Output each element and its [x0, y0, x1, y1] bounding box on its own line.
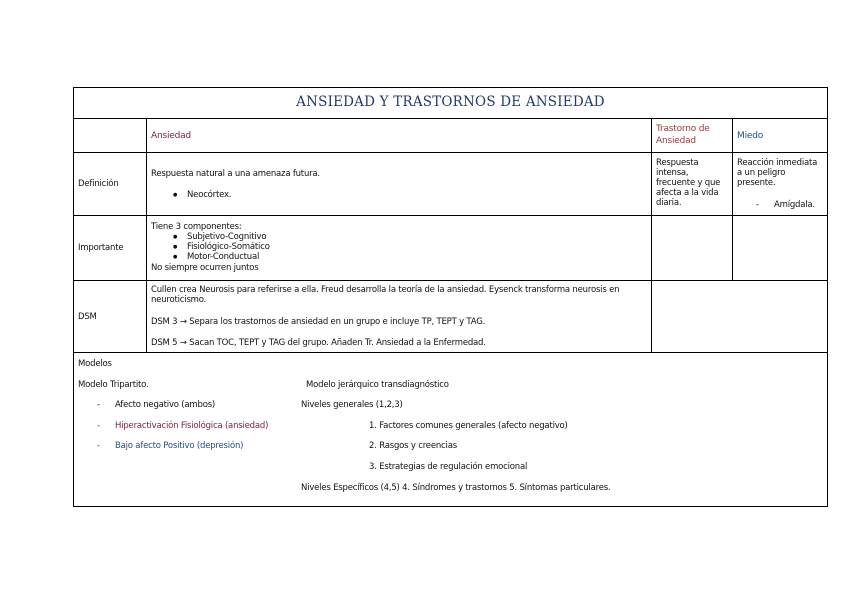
definicion-miedo-line: presente. [737, 178, 776, 188]
dsm-paragraph-1-line1: Cullen crea Neurosis para referirse a ella. Freud desarrolla la teoría de la ansiedad. Eysenck transforma neurosis en [151, 285, 620, 295]
importante-item: ● Motor-Conductual [187, 252, 259, 262]
col-divider [146, 118, 147, 352]
jerarquico-niveles-especificos: Niveles Específicos (4,5) 4. Síndromes y trastornos 5. Síntomas particulares. [301, 483, 611, 493]
header-ansiedad: Ansiedad [151, 131, 191, 141]
anxiety-table [73, 87, 828, 507]
definicion-ansiedad-text: Respuesta natural a una amenaza futura. [151, 169, 320, 179]
tripartito-title: Modelo Tripartito. [78, 380, 149, 390]
definicion-trastorno-line: intensa, [656, 168, 689, 178]
tripartito-item: - Hiperactivación Fisiológica (ansiedad) [115, 421, 268, 431]
col-divider [651, 280, 652, 352]
dsm-paragraph-3: DSM 5 → Sacan TOC, TEPT y TAG del grupo. Añaden Tr. Ansiedad a la Enfermedad. [151, 338, 486, 348]
tripartito-item: - Afecto negativo (ambos) [115, 400, 215, 410]
row-label-dsm: DSM [78, 312, 97, 322]
definicion-trastorno-line: afecta a la vida [656, 188, 719, 198]
modelos-label: Modelos [78, 359, 112, 369]
row-divider [74, 215, 827, 216]
header-trastorno-line2: Ansiedad [656, 136, 696, 146]
row-label-definicion: Definición [78, 179, 119, 189]
row-divider [74, 152, 827, 153]
document-title: ANSIEDAD Y TRASTORNOS DE ANSIEDAD [296, 94, 605, 110]
definicion-ansiedad-bullet: ● Neocórtex. [187, 190, 231, 200]
row-divider [74, 118, 827, 119]
definicion-miedo-line: a un peligro [737, 168, 786, 178]
dsm-paragraph-2: DSM 3 → Separa los trastornos de ansiedad en un grupo e incluye TP, TEPT y TAG. [151, 317, 486, 327]
header-trastorno-line1: Trastorno de [656, 124, 710, 134]
header-miedo: Miedo [737, 131, 764, 141]
definicion-miedo-dash: - Amígdala. [774, 200, 815, 210]
tripartito-item: - Bajo afecto Positivo (depresión) [115, 441, 243, 451]
jerarquico-item: 2. Rasgos y creencias [369, 441, 457, 451]
jerarquico-item: 3. Estrategias de regulación emocional [369, 462, 528, 472]
importante-item: ● Subjetivo-Cognitivo [187, 232, 266, 242]
importante-item: ● Fisiológico-Somático [187, 242, 270, 252]
col-divider [651, 118, 652, 280]
definicion-trastorno-line: frecuente y que [656, 178, 721, 188]
col-divider [732, 118, 733, 280]
row-divider [74, 280, 827, 281]
importante-outro: No siempre ocurren juntos [151, 263, 259, 273]
definicion-trastorno-line: Respuesta [656, 158, 699, 168]
jerarquico-item: 1. Factores comunes generales (afecto negativo) [369, 421, 568, 431]
importante-intro: Tiene 3 componentes: [151, 222, 242, 232]
definicion-trastorno-line: diaria. [656, 198, 682, 208]
jerarquico-niveles-generales: Niveles generales (1,2,3) [301, 400, 403, 410]
definicion-miedo-line: Reacción inmediata [737, 158, 818, 168]
jerarquico-title: Modelo jerárquico transdiagnóstico [306, 380, 449, 390]
row-label-importante: Importante [78, 243, 124, 253]
row-divider [74, 352, 827, 353]
dsm-paragraph-1-line2: neuroticismo. [151, 295, 207, 305]
